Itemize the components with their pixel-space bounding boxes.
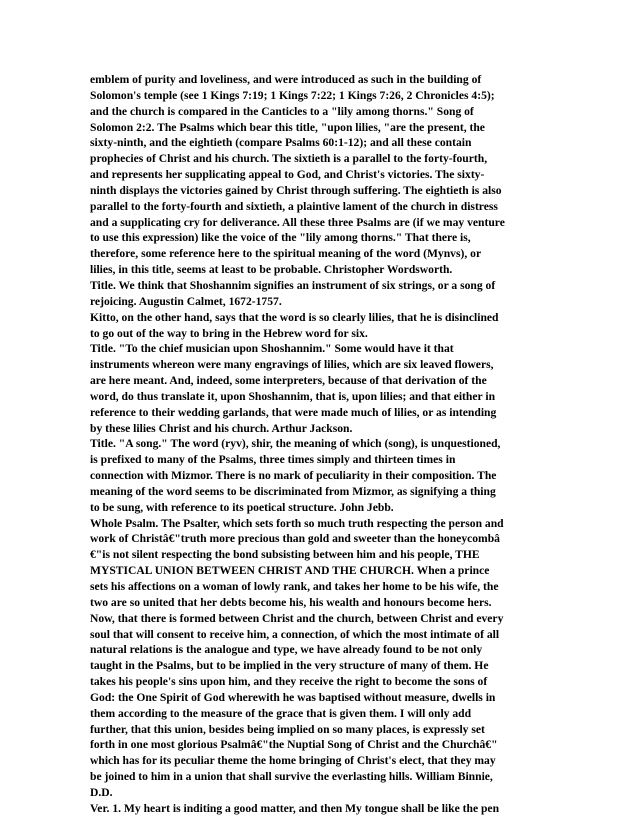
text-line: two are so united that her debts become his, his wealth and honours become hers.	[90, 595, 492, 609]
text-line: to be sung, with reference to its poetical structure. John Jebb.	[90, 500, 394, 514]
text-line: soul that will consent to receive him, a connection, of which the most intimate of all	[90, 627, 500, 641]
text-line: be joined to him in a union that shall survive the everlasting hills. William Binnie,	[90, 770, 493, 784]
text-line: taught in the Psalms, but to be implied in the very structure of many of them. He	[90, 659, 489, 673]
text-line: which has for its peculiar theme the home bringing of Christ's elect, that they may	[90, 754, 496, 768]
text-line: Whole Psalm. The Psalter, which sets forth so much truth respecting the person and	[90, 516, 504, 530]
text-line: parallel to the forty-fourth and sixtieth, a plaintive lament of the church in distress	[90, 199, 498, 213]
text-line: and the church is compared in the Canticles to a "lily among thorns." Song of	[90, 104, 474, 118]
text-line: meaning of the word seems to be discriminated from Mizmor, as signifying a thing	[90, 484, 496, 498]
text-line: forth in one most glorious Psalmâ€"the Nuptial Song of Christ and the Churchâ€"	[90, 738, 498, 752]
text-line: to go out of the way to bring in the Hebrew word for six.	[90, 326, 368, 340]
text-line: by these lilies Christ and his church. Arthur Jackson.	[90, 421, 353, 435]
text-line: natural relations is the analogue and type, we have already found to be not only	[90, 643, 483, 657]
text-line: Solomon's temple (see 1 Kings 7:19; 1 Kings 7:22; 1 Kings 7:26, 2 Chronicles 4:5);	[90, 88, 495, 102]
text-line: is prefixed to many of the Psalms, three times simply and thirteen times in	[90, 453, 456, 467]
text-line: Now, that there is formed between Christ and the church, between Christ and every	[90, 611, 504, 625]
text-line: MYSTICAL UNION BETWEEN CHRIST AND THE CHURCH. When a prince	[90, 564, 490, 578]
text-line: sixty-ninth, and the eightieth (compare Psalms 60:1-12); and all these contain	[90, 136, 472, 150]
text-line: connection with Mizmor. There is no mark of peculiarity in their composition. The	[90, 469, 497, 483]
text-line: prophecies of Christ and his church. The sixtieth is a parallel to the forty-fourth,	[90, 152, 488, 166]
text-line: emblem of purity and loveliness, and were introduced as such in the building of	[90, 73, 482, 86]
text-line: work of Christâ€"truth more precious than gold and sweeter than the honeycombâ	[90, 532, 500, 546]
text-line: therefore, some reference here to the spiritual meaning of the word (Mynvs), or	[90, 247, 482, 261]
text-line: reference to their wedding garlands, that were made much of lilies, or as intending	[90, 405, 497, 419]
text-line: €"is not silent respecting the bond subsisting between him and his people, THE	[90, 548, 480, 562]
text-line: sets his affections on a woman of lowly rank, and takes her home to be his wife, the	[90, 580, 499, 593]
text-line: them according to the measure of the grace that is given them. I will only add	[90, 706, 472, 720]
text-line: ninth displays the victories gained by Christ through suffering. The eightieth is also	[90, 183, 502, 197]
text-line: God: the One Spirit of God wherewith he was baptised without measure, dwells in	[90, 690, 496, 704]
text-line: word, do thus translate it, upon Shoshannim, that is, upon lilies; and that either in	[90, 389, 496, 403]
text-line: Solomon 2:2. The Psalms which bear this title, "upon lilies, "are the present, the	[90, 120, 485, 134]
text-line: and represents her supplicating appeal to God, and Christ's victories. The sixty-	[90, 168, 485, 182]
text-line: lilies, in this title, seems at least to be probable. Christopher Wordsworth.	[90, 263, 453, 277]
text-line: takes his people's sins upon him, and they receive the right to become the sons of	[90, 675, 488, 689]
text-line: Title. "To the chief musician upon Shoshannim." Some would have it that	[90, 342, 454, 356]
text-line: Kitto, on the other hand, says that the word is so clearly lilies, that he is disinclined	[90, 310, 499, 324]
text-line: further, that this union, besides being implied on so many places, is expressly set	[90, 722, 485, 736]
text-line: are here meant. And, indeed, some interpreters, because of that derivation of the	[90, 374, 487, 388]
text-line: Title. We think that Shoshannim signifies an instrument of six strings, or a song of	[90, 278, 496, 292]
document-body	[90, 72, 555, 817]
text-line: and a supplicating cry for deliverance. All these three Psalms are (if we may venture	[90, 215, 505, 229]
text-line: Ver. 1. My heart is inditing a good matter, and then My tongue shall be like the pen	[90, 801, 500, 815]
text-line: instruments whereon were many engravings of lilies, which are six leaved flowers,	[90, 358, 494, 372]
text-line: D.D.	[90, 785, 113, 799]
text-line: Title. "A song." The word (ryv), shir, the meaning of which (song), is unquestioned,	[90, 437, 501, 451]
text-line: rejoicing. Augustin Calmet, 1672-1757.	[90, 294, 282, 308]
text-line: to use this expression) like the voice of the "lily among thorns." That there is,	[90, 231, 471, 245]
